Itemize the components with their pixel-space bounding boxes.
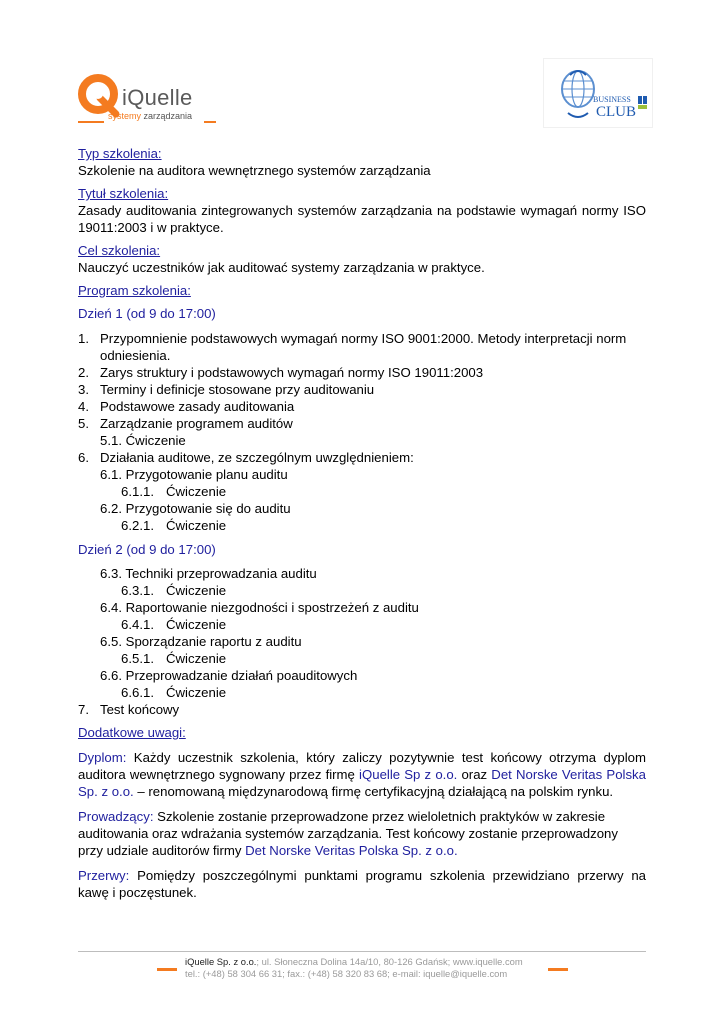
list-item: 5. Zarządzanie programem auditów — [78, 416, 293, 431]
iquelle-tagline: systemy zarządzania — [108, 111, 193, 121]
business-club-logo — [543, 58, 653, 128]
program-label: Program szkolenia: — [78, 283, 191, 298]
list-item: 6.3. Techniki przeprowadzania auditu — [100, 566, 317, 581]
program-list-day1 — [78, 330, 646, 534]
list-item: 3. Terminy i definicje stosowane przy auditowaniu — [78, 382, 375, 397]
list-item: 6.4.1. Ćwiczenie — [121, 617, 227, 632]
footer-divider — [78, 951, 646, 952]
list-item: 6.2.1. Ćwiczenie — [121, 518, 227, 533]
typ-text: Szkolenie na auditora wewnętrznego systemów zarządzania — [78, 163, 431, 178]
footer-dash-left — [157, 968, 177, 971]
logo-bar-left — [78, 121, 104, 123]
list-item: 6. Działania auditowe, ze szczególnym uwzględnieniem: — [78, 450, 414, 465]
przerwy-paragraph: Przerwy: Pomiędzy poszczególnymi punktami programu szkolenia przewidziano przerwy na kawę i poczęstunek. — [78, 868, 646, 900]
list-item: 5.1. Ćwiczenie — [100, 433, 186, 448]
list-item: 4. Podstawowe zasady auditowania — [78, 399, 295, 414]
dyplom-paragraph: Dyplom: Każdy uczestnik szkolenia, który zaliczy pozytywnie test końcowy otrzyma dyplom auditora wewnętrznego sygnowany przez firmę iQuelle Sp z o.o. oraz Det Norske Veritas Polska Sp. z o.o. – renomowaną międzynarodową firmę certyfikacyjną działającą na polskim rynku. — [78, 750, 646, 799]
document-body — [78, 145, 646, 901]
program-list-day2 — [78, 565, 646, 718]
list-item: 6.1. Przygotowanie planu auditu — [100, 467, 288, 482]
list-item: 7. Test końcowy — [78, 702, 180, 717]
club-text: CLUB — [596, 104, 637, 120]
iquelle-logo — [78, 74, 228, 126]
list-item: 2. Zarys struktury i podstawowych wymagań normy ISO 19011:2003 — [78, 365, 484, 380]
prowadzacy-paragraph: Prowadzący: Szkolenie zostanie przeprowadzone przez wieloletnich praktyków w zakresie auditowania oraz wdrażania systemów zarządzania. Test końcowy zostanie przeprowadzony przy udziale auditorów firmy Det Norske Veritas Polska Sp. z o.o. — [78, 809, 618, 858]
list-item: 6.4. Raportowanie niezgodności i spostrzeżeń z auditu — [100, 600, 419, 615]
logo-bar-right — [204, 121, 216, 123]
tytul-label: Tytuł szkolenia: — [78, 186, 169, 201]
iquelle-brand-name: iQuelle — [122, 85, 193, 110]
list-item: 6.1.1. Ćwiczenie — [121, 484, 227, 499]
footer-dash-right — [548, 968, 568, 971]
list-item: 6.5. Sporządzanie raportu z auditu — [100, 634, 302, 649]
tytul-text: Zasady auditowania zintegrowanych systemów zarządzania na podstawie wymagań normy ISO 19011:2003 i w praktyce. — [78, 203, 646, 235]
list-item: 6.2. Przygotowanie się do auditu — [100, 501, 291, 516]
day2-heading: Dzień 2 (od 9 do 17:00) — [78, 542, 216, 557]
business-text: BUSINESS — [593, 95, 631, 104]
list-item: 6.5.1. Ćwiczenie — [121, 651, 227, 666]
typ-label: Typ szkolenia: — [78, 146, 162, 161]
cel-text: Nauczyć uczestników jak auditować systemy zarządzania w praktyce. — [78, 260, 485, 275]
list-item: 6.3.1. Ćwiczenie — [121, 583, 227, 598]
uwagi-label: Dodatkowe uwagi: — [78, 725, 186, 740]
list-item: 6.6.1. Ćwiczenie — [121, 685, 227, 700]
day1-heading: Dzień 1 (od 9 do 17:00) — [78, 306, 216, 321]
footer-text: iQuelle Sp. z o.o.; ul. Słoneczna Dolina 14a/10, 80-126 Gdańsk; www.iquelle.com tel.: (+48) 58 304 66 31; fax.: (+48) 58 320 83 68; e-mail: iquelle@iquelle.com — [185, 956, 523, 979]
list-item: 6.6. Przeprowadzanie działań poauditowych — [100, 668, 358, 683]
cel-label: Cel szkolenia: — [78, 243, 161, 258]
list-item: 1. Przypomnienie podstawowych wymagań normy ISO 9001:2000. Metody interpretacji norm odniesienia. — [78, 331, 627, 363]
